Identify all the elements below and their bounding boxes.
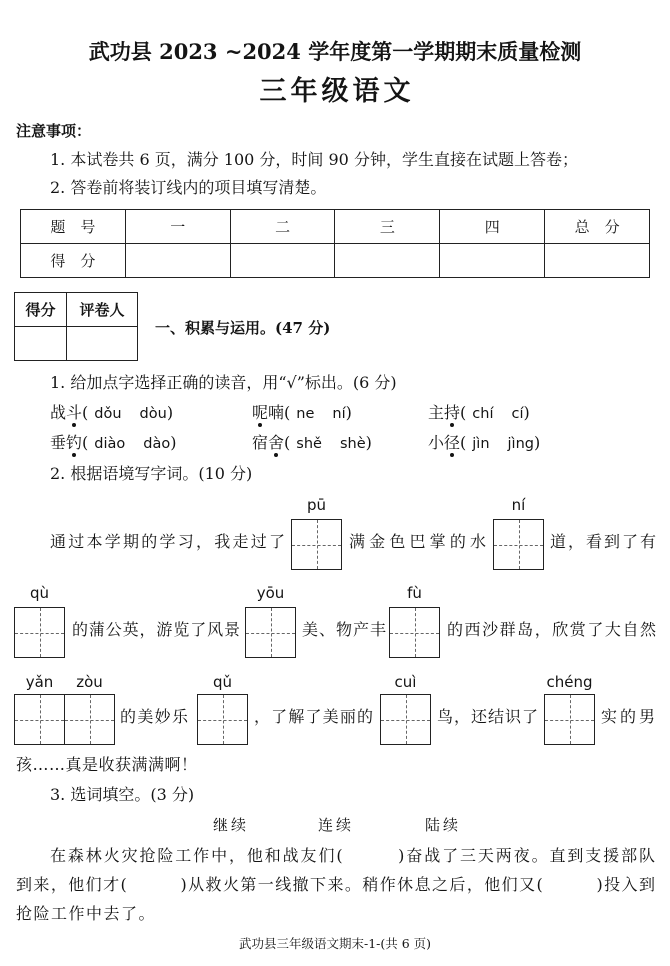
pinyin-hint: pū xyxy=(306,496,327,514)
score-table-score-label: 得 分 xyxy=(21,244,126,278)
pinyin-choice-item xyxy=(252,433,372,454)
answer-cell[interactable] xyxy=(197,694,248,745)
reading-option[interactable]: dòu xyxy=(139,406,167,422)
grader-box xyxy=(14,292,138,361)
reading-option[interactable]: jìng xyxy=(507,436,534,452)
pinyin-hint: ní xyxy=(511,496,526,514)
answer-cell[interactable] xyxy=(14,694,65,745)
word-char: 小 xyxy=(428,433,445,452)
passage-text: 到来，他们才 xyxy=(16,875,121,894)
score-table-column: 二 xyxy=(230,210,335,244)
grader-score-cell xyxy=(15,327,67,361)
score-cell xyxy=(230,244,335,278)
answer-cell[interactable] xyxy=(544,694,595,745)
sentence-segment: 孩……真是收获满满啊！ xyxy=(16,755,198,774)
sentence-segment: 通过本学期的学习，我走过了 xyxy=(50,532,285,551)
section-title: 一、积累与运用。(47 分) xyxy=(155,319,331,337)
score-table-header-row xyxy=(21,210,650,244)
passage-text: 从救火第一线撤下来。稍作休息之后，他们又 xyxy=(186,875,537,894)
answer-cell[interactable] xyxy=(14,607,65,658)
pinyin-hint: zòu xyxy=(76,673,103,691)
score-table-column: 三 xyxy=(335,210,440,244)
answer-cell[interactable] xyxy=(389,607,440,658)
passage-text: 投入到 xyxy=(602,875,655,894)
reading-option[interactable]: ní xyxy=(332,406,346,422)
score-table-column: 四 xyxy=(440,210,545,244)
reading-option[interactable]: dǒu xyxy=(94,406,122,422)
dotted-char: 舍 xyxy=(268,433,285,452)
pinyin-hint: qǔ xyxy=(212,673,233,691)
question-1-title: 1. 给加点字选择正确的读音，用“√”标出。(6 分) xyxy=(50,373,397,392)
reading-option[interactable]: jìn xyxy=(472,436,490,452)
grader-name-cell xyxy=(67,327,138,361)
notice-item: 1. 本试卷共 6 页，满分 100 分，时间 90 分钟，学生直接在试题上答卷； xyxy=(50,150,578,169)
dotted-char: 持 xyxy=(444,403,461,422)
score-cell xyxy=(440,244,545,278)
answer-cell[interactable] xyxy=(493,519,544,570)
reading-options xyxy=(284,436,372,452)
reading-option[interactable]: shè xyxy=(339,436,366,452)
word-char: 宿 xyxy=(252,433,269,452)
dotted-char: 钓 xyxy=(66,433,83,452)
sentence-segment: 的蒲公英，游览了风景 xyxy=(72,620,240,639)
answer-cell[interactable] xyxy=(64,694,115,745)
notice-heading: 注意事项： xyxy=(16,122,92,140)
answer-cell[interactable] xyxy=(245,607,296,658)
sentence-segment: 的美妙乐 xyxy=(120,707,188,726)
dotted-char: 呢 xyxy=(252,403,269,422)
pinyin-hint: chéng xyxy=(546,673,593,691)
question-2-title: 2. 根据语境写字词。(10 分) xyxy=(50,464,253,483)
passage-line xyxy=(50,846,655,866)
fill-blank[interactable]: ( ) xyxy=(336,846,405,865)
pinyin-hint: yōu xyxy=(256,584,285,602)
reading-options xyxy=(460,436,540,452)
answer-cell[interactable] xyxy=(380,694,431,745)
grader-box-entry-row xyxy=(15,327,138,361)
sentence-segment: 实的男 xyxy=(601,707,655,726)
pinyin-hint: fù xyxy=(407,584,422,602)
grader-box-header-row xyxy=(15,293,138,327)
score-cell xyxy=(335,244,440,278)
passage-line: 抢险工作中去了。 xyxy=(16,904,157,923)
pinyin-choice-item xyxy=(428,403,530,424)
fill-blank[interactable]: ( ) xyxy=(120,875,187,894)
score-cell xyxy=(125,244,230,278)
reading-option[interactable]: dào xyxy=(143,436,171,452)
score-table-header-label: 题 号 xyxy=(21,210,126,244)
fill-blank[interactable]: ( ) xyxy=(536,875,603,894)
sentence-segment: 美、物产丰 xyxy=(302,620,386,639)
passage-text: 奋战了三天两夜。直到支援部队 xyxy=(404,846,655,865)
sentence-segment: 鸟，还结识了 xyxy=(437,707,538,726)
word-char: 战 xyxy=(50,403,67,422)
sentence-segment: 道，看到了有 xyxy=(550,532,656,551)
exam-title: 武功县 2023 ~2024 学年度第一学期期末质量检测 xyxy=(88,39,582,64)
reading-option[interactable]: diào xyxy=(94,436,126,452)
reading-option[interactable]: cí xyxy=(511,406,524,422)
reading-option[interactable]: chí xyxy=(472,406,494,422)
pinyin-choice-item xyxy=(428,433,540,454)
passage-text: 在森林火灾抢险工作中，他和战友们 xyxy=(50,846,337,865)
score-table-column: 总 分 xyxy=(545,210,650,244)
word-char: 垂 xyxy=(50,433,67,452)
sentence-segment: ，了解了美丽的 xyxy=(254,707,373,726)
passage-line xyxy=(16,875,655,895)
word-choice: 继续 xyxy=(213,816,250,834)
pinyin-hint: yǎn xyxy=(25,673,54,691)
word-char: 主 xyxy=(428,403,445,422)
pinyin-hint: qù xyxy=(29,584,50,602)
answer-cell[interactable] xyxy=(291,519,342,570)
question-3-title: 3. 选词填空。(3 分) xyxy=(50,785,195,804)
reading-options xyxy=(284,406,352,422)
exam-subject: 三年级语文 xyxy=(259,76,415,107)
grader-name-label: 评卷人 xyxy=(67,293,138,327)
reading-option[interactable]: ne xyxy=(296,406,315,422)
word-choice: 连续 xyxy=(318,816,355,834)
reading-options xyxy=(82,436,176,452)
grader-score-label: 得分 xyxy=(15,293,67,327)
dotted-char: 径 xyxy=(444,433,461,452)
word-choice: 陆续 xyxy=(425,816,462,834)
reading-option[interactable]: shě xyxy=(296,436,322,452)
score-table xyxy=(20,209,650,278)
pinyin-choice-item xyxy=(50,433,177,454)
score-table-column: 一 xyxy=(125,210,230,244)
word-char: 喃 xyxy=(268,403,285,422)
dotted-char: 斗 xyxy=(66,403,83,422)
score-cell xyxy=(545,244,650,278)
page-footer: 武功县三年级语文期末-1-(共 6 页) xyxy=(238,936,432,951)
score-table-score-row xyxy=(21,244,650,278)
pinyin-hint: cuì xyxy=(394,673,417,691)
notice-item: 2. 答卷前将装订线内的项目填写清楚。 xyxy=(50,178,327,197)
pinyin-choice-item xyxy=(252,403,352,424)
reading-options xyxy=(460,406,530,422)
sentence-segment: 的西沙群岛，欣赏了大自然 xyxy=(447,620,656,639)
reading-options xyxy=(82,406,173,422)
pinyin-choice-item xyxy=(50,403,173,424)
sentence-segment: 满金色巴掌的水 xyxy=(349,532,486,551)
